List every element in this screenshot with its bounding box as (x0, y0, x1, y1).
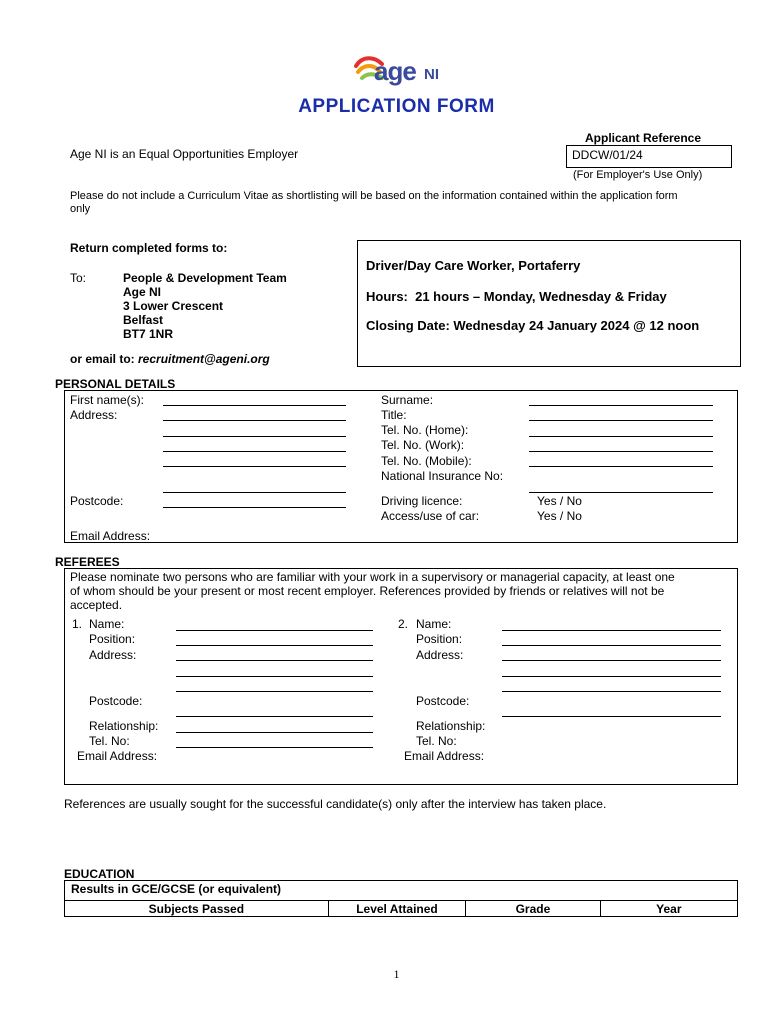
education-table (64, 900, 738, 917)
return-address-line: People & Development Team (123, 271, 287, 285)
email-label: Email Address: (70, 529, 151, 543)
referees-heading: REFEREES (55, 555, 120, 569)
address-field-line[interactable] (163, 466, 346, 467)
referee2-position-label: Position: (416, 632, 463, 646)
personal-details-heading: PERSONAL DETAILS (55, 377, 176, 391)
referee2-postcode-label: Postcode: (416, 694, 470, 708)
education-col-header: Level Attained (328, 901, 465, 917)
return-address-line: Belfast (123, 313, 164, 327)
referee1-position-label: Position: (89, 632, 136, 646)
job-details-box (357, 240, 741, 367)
referee1-name-label: Name: (89, 617, 125, 631)
referees-intro-line: accepted. (70, 598, 123, 612)
car-access-yes-no[interactable]: Yes / No (537, 509, 582, 523)
referee1-relationship-field[interactable] (176, 732, 373, 733)
address-field-line[interactable] (163, 492, 346, 493)
job-hours: Hours: 21 hours – Monday, Wednesday & Friday (366, 289, 667, 304)
referee2-address-field[interactable] (502, 660, 721, 661)
referee1-email-label: Email Address: (77, 749, 158, 763)
referee2-postcode-field[interactable] (502, 716, 721, 717)
applicant-ref-note: (For Employer's Use Only) (573, 169, 703, 181)
cv-notice-line2: only (70, 203, 91, 215)
referee2-tel-label: Tel. No: (416, 734, 457, 748)
return-address-line: BT7 1NR (123, 327, 174, 341)
age-ni-logo (352, 52, 452, 92)
referee1-address-field[interactable] (176, 676, 373, 677)
referee2-address-label: Address: (416, 648, 464, 662)
page-number: 1 (393, 967, 400, 981)
first-names-field[interactable] (163, 405, 346, 406)
education-subheading: Results in GCE/GCSE (or equivalent) (71, 882, 282, 896)
referee1-postcode-label: Postcode: (89, 694, 143, 708)
referee2-name-label: Name: (416, 617, 452, 631)
referee1-address-field[interactable] (176, 660, 373, 661)
return-address-line: Age NI (123, 285, 162, 299)
return-address-line: 3 Lower Crescent (123, 299, 224, 313)
referee2-relationship-label: Relationship: (416, 719, 486, 733)
tel-home-field[interactable] (529, 436, 713, 437)
referee1-postcode-field[interactable] (176, 716, 373, 717)
tel-mobile-label: Tel. No. (Mobile): (381, 454, 472, 468)
referee1-address-label: Address: (89, 648, 137, 662)
return-email-prefix: or email to: (70, 352, 139, 366)
page-title: APPLICATION FORM (298, 96, 495, 117)
education-col-header: Year (600, 901, 737, 917)
postcode-label: Postcode: (70, 494, 124, 508)
referee2-number: 2. (398, 617, 409, 631)
referee1-tel-label: Tel. No: (89, 734, 130, 748)
applicant-ref-box[interactable] (566, 145, 732, 168)
ni-field[interactable] (529, 492, 713, 493)
address-field-line[interactable] (163, 436, 346, 437)
education-subheading-box (64, 880, 738, 901)
education-col-header: Grade (466, 901, 600, 917)
referee2-position-field[interactable] (502, 645, 721, 646)
referee2-address-field[interactable] (502, 676, 721, 677)
tel-work-label: Tel. No. (Work): (381, 438, 465, 452)
education-table-header-row (65, 901, 738, 917)
return-email[interactable]: recruitment@ageni.org (138, 352, 270, 366)
referee2-name-field[interactable] (502, 630, 721, 631)
cv-notice-line1: Please do not include a Curriculum Vitae as shortlisting will be based on the information contained within the application form (70, 190, 678, 202)
referee2-address-field[interactable] (502, 691, 721, 692)
referees-intro-line: of whom should be your present or most recent employer. References provided by friends or relatives will not be (70, 584, 665, 598)
driving-licence-label: Driving licence: (381, 494, 463, 508)
surname-label: Surname: (381, 393, 434, 407)
referee1-tel-field[interactable] (176, 747, 373, 748)
address-field-line[interactable] (163, 420, 346, 421)
job-title: Driver/Day Care Worker, Portaferry (366, 258, 581, 273)
ni-label: National Insurance No: (381, 469, 504, 483)
education-col-header: Subjects Passed (65, 901, 329, 917)
references-footer: References are usually sought for the successful candidate(s) only after the interview has taken place. (64, 797, 607, 811)
tel-mobile-field[interactable] (529, 466, 713, 467)
return-heading: Return completed forms to: (70, 241, 228, 255)
education-heading: EDUCATION (64, 867, 135, 881)
title-label: Title: (381, 408, 407, 422)
referee1-relationship-label: Relationship: (89, 719, 159, 733)
referee1-name-field[interactable] (176, 630, 373, 631)
referee2-email-label: Email Address: (404, 749, 485, 763)
referee1-address-field[interactable] (176, 691, 373, 692)
tel-home-label: Tel. No. (Home): (381, 423, 469, 437)
postcode-field[interactable] (163, 507, 346, 508)
return-to-label: To: (70, 271, 87, 285)
first-names-label: First name(s): (70, 393, 145, 407)
surname-field[interactable] (529, 405, 713, 406)
referee1-position-field[interactable] (176, 645, 373, 646)
logo-text: age (374, 56, 416, 86)
address-label: Address: (70, 408, 118, 422)
referee1-number: 1. (72, 617, 83, 631)
address-field-line[interactable] (163, 451, 346, 452)
logo-ni-text: NI (424, 66, 439, 83)
equal-opps-text: Age NI is an Equal Opportunities Employer (70, 147, 299, 161)
title-field[interactable] (529, 420, 713, 421)
applicant-ref-label: Applicant Reference (585, 131, 702, 145)
car-access-label: Access/use of car: (381, 509, 480, 523)
driving-licence-yes-no[interactable]: Yes / No (537, 494, 582, 508)
referees-intro-line: Please nominate two persons who are familiar with your work in a supervisory or managerial capacity, at least one (70, 570, 675, 584)
tel-work-field[interactable] (529, 451, 713, 452)
return-email-line (70, 352, 270, 366)
job-closing-date: Closing Date: Wednesday 24 January 2024 @ 12 noon (366, 318, 700, 333)
applicant-ref-value: DDCW/01/24 (572, 148, 643, 162)
